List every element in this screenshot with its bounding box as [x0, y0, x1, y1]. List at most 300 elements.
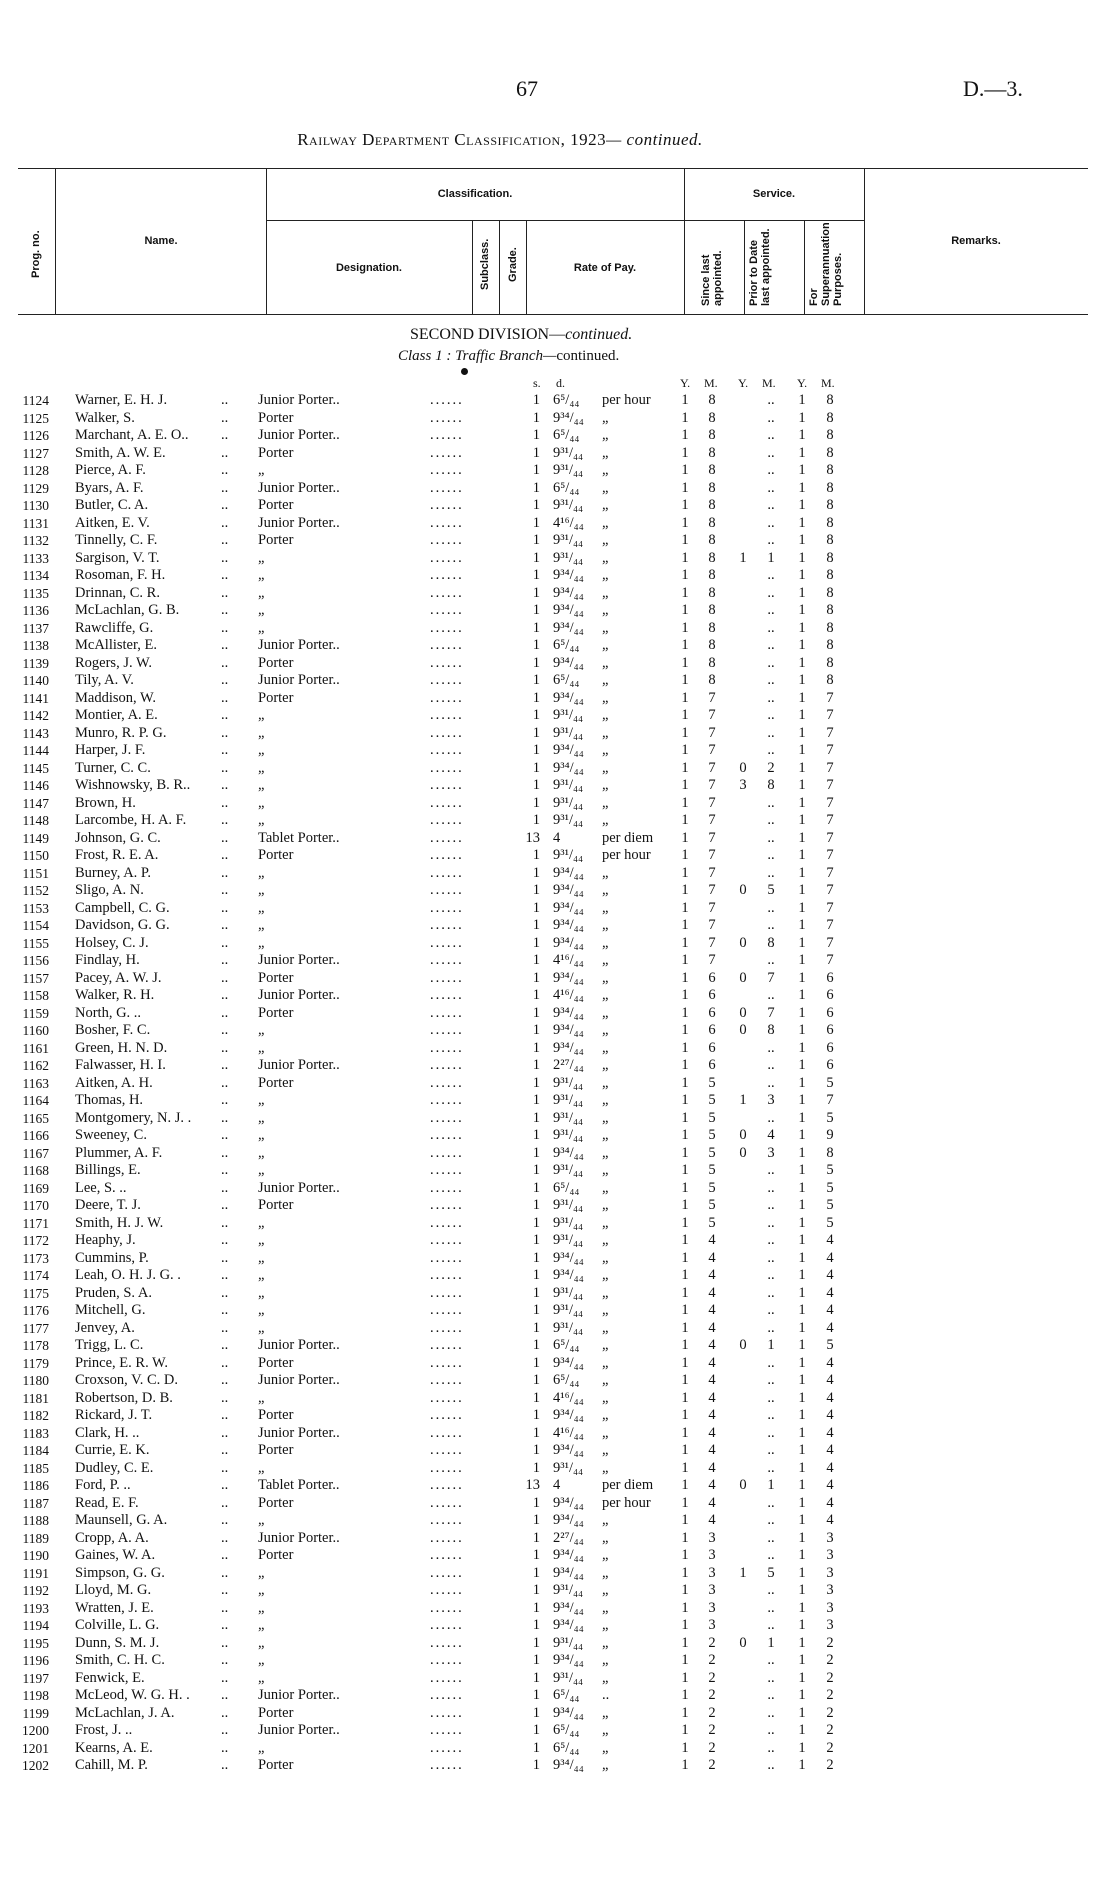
grade: 1: [532, 1319, 540, 1336]
superannuation-months: 4: [826, 1494, 834, 1511]
superannuation-months: 7: [826, 707, 834, 723]
employee-name: Wratten, J. E.: [75, 1599, 154, 1616]
designation: „: [258, 794, 265, 811]
pay-unit: „: [602, 1127, 609, 1143]
superannuation-years: 1: [798, 567, 806, 583]
superannuation-months: 4: [826, 1232, 834, 1248]
table-row: [0, 917, 1114, 935]
table-row: [0, 1495, 1114, 1513]
subclass-dots: ......: [430, 847, 464, 863]
since-last-years: 1: [681, 1669, 689, 1686]
table-row: [0, 812, 1114, 830]
leader-dots: ..: [221, 1354, 229, 1371]
pay-unit: „: [602, 1004, 609, 1021]
rate-of-pay: 9³¹/₄₄: [553, 1302, 584, 1318]
prior-months: ..: [767, 462, 775, 478]
leader-dots: ..: [221, 1179, 229, 1196]
pay-unit: „: [602, 1564, 609, 1581]
rate-of-pay: 9³⁴/₄₄: [553, 654, 584, 671]
employee-name: Montgomery, N. J. .: [75, 1109, 192, 1126]
leader-dots: ..: [221, 812, 229, 828]
since-last-months: 5: [708, 1109, 716, 1126]
table-row: [0, 480, 1114, 498]
since-last-months: 6: [708, 1022, 716, 1038]
prog-no: 1124: [22, 393, 49, 408]
prog-no: 1128: [22, 463, 49, 478]
table-row: [0, 497, 1114, 515]
since-last-years: 1: [681, 987, 689, 1003]
designation: „: [258, 1039, 265, 1056]
since-last-months: 3: [708, 1564, 716, 1581]
leader-dots: ..: [221, 1564, 229, 1581]
table-row: [0, 1565, 1114, 1583]
superannuation-years: 1: [798, 497, 806, 513]
rate-of-pay: 9³¹/₄₄: [553, 1127, 584, 1143]
rate-of-pay: 9³⁴/₄₄: [553, 1004, 584, 1021]
pay-unit: per hour: [602, 1494, 651, 1511]
employee-name: Bosher, F. C.: [75, 1022, 151, 1038]
prior-months: ..: [767, 427, 775, 443]
grade: 1: [532, 847, 540, 863]
designation: Junior Porter..: [258, 479, 340, 496]
since-last-years: 1: [681, 1757, 689, 1773]
superannuation-months: 7: [826, 899, 834, 916]
pay-unit: „: [602, 1319, 609, 1336]
superannuation-years: 1: [798, 882, 806, 898]
superannuation-months: 4: [826, 1512, 834, 1528]
division-heading: SECOND DIVISION—continued.: [410, 326, 633, 343]
since-last-years: 1: [681, 1704, 689, 1721]
since-last-months: 3: [708, 1529, 716, 1546]
table-row: [0, 1740, 1114, 1758]
rate-of-pay: 9³¹/₄₄: [553, 1459, 584, 1476]
since-last-years: 1: [681, 969, 689, 986]
subclass-dots: ......: [430, 1669, 464, 1686]
designation: Porter: [258, 1494, 294, 1511]
leader-dots: ..: [221, 1039, 229, 1056]
since-last-months: 2: [708, 1669, 716, 1686]
superannuation-years: 1: [798, 917, 806, 933]
employee-name: Fenwick, E.: [75, 1669, 145, 1686]
superannuation-years: 1: [798, 1197, 806, 1213]
prog-no: 1154: [22, 918, 49, 933]
pay-unit: „: [602, 724, 609, 741]
employee-name: Findlay, H.: [75, 952, 140, 968]
pay-unit: „: [602, 619, 609, 636]
employee-name: Marchant, A. E. O..: [75, 427, 189, 443]
subclass-dots: ......: [430, 567, 464, 583]
leader-dots: ..: [221, 654, 229, 671]
rate-of-pay: 9³¹/₄₄: [553, 1319, 584, 1336]
prior-years: 0: [739, 1004, 747, 1021]
employee-name: Frost, J. ..: [75, 1722, 133, 1738]
designation: Junior Porter..: [258, 1687, 340, 1703]
grade: 1: [532, 514, 540, 531]
pay-unit: ..: [602, 1687, 610, 1703]
prior-months: ..: [767, 724, 775, 741]
subclass-dots: ......: [430, 514, 464, 531]
prog-no: 1138: [22, 638, 49, 653]
pay-unit: „: [602, 1179, 609, 1196]
superannuation-months: 7: [826, 1092, 834, 1108]
superannuation-years: 1: [798, 847, 806, 863]
superannuation-months: 7: [826, 812, 834, 828]
rate-of-pay: 9³¹/₄₄: [553, 1634, 584, 1651]
rate-of-pay: 6⁵/₄₄: [553, 392, 580, 408]
prog-no: 1183: [22, 1425, 49, 1441]
superannuation-years: 1: [798, 1179, 806, 1196]
prior-months: ..: [767, 497, 775, 513]
superannuation-months: 8: [826, 409, 834, 426]
table-row: [0, 987, 1114, 1005]
superannuation-months: 8: [826, 654, 834, 671]
grade: 1: [532, 1267, 540, 1283]
table-row: [0, 1670, 1114, 1688]
table-row: [0, 1722, 1114, 1740]
superannuation-years: 1: [798, 1302, 806, 1318]
subclass-dots: ......: [430, 1722, 464, 1738]
leader-dots: ..: [221, 602, 229, 618]
superannuation-months: 2: [826, 1739, 834, 1756]
since-last-months: 4: [708, 1249, 716, 1266]
rate-of-pay: 9³⁴/₄₄: [553, 1652, 584, 1668]
since-last-months: 7: [708, 759, 716, 776]
grade: 1: [532, 812, 540, 828]
grade: 1: [532, 1599, 540, 1616]
rate-of-pay: 9³⁴/₄₄: [553, 1249, 584, 1266]
grade: 1: [532, 1617, 540, 1633]
since-last-months: 4: [708, 1442, 716, 1458]
prior-months: ..: [767, 1319, 775, 1336]
subclass-dots: ......: [430, 549, 464, 566]
superannuation-months: 2: [826, 1652, 834, 1668]
prior-months: ..: [767, 987, 775, 1003]
grade: 1: [532, 1459, 540, 1476]
grade: 13: [525, 1477, 540, 1493]
grade: 1: [532, 1354, 540, 1371]
leader-dots: ..: [221, 1284, 229, 1301]
subclass-dots: ......: [430, 1197, 464, 1213]
leader-dots: ..: [221, 672, 229, 688]
pay-unit: „: [602, 532, 609, 548]
leader-dots: ..: [221, 742, 229, 758]
prog-no: 1131: [22, 515, 49, 531]
designation: Porter: [258, 532, 294, 548]
grade: 1: [532, 1127, 540, 1143]
superannuation-months: 8: [826, 619, 834, 636]
header-grade: Grade.: [507, 247, 519, 282]
prog-no: 1170: [22, 1198, 49, 1213]
employee-name: Sweeney, C.: [75, 1127, 147, 1143]
rate-of-pay: 9³¹/₄₄: [553, 794, 584, 811]
since-last-months: 5: [708, 1144, 716, 1161]
since-last-months: 2: [708, 1634, 716, 1651]
superannuation-months: 4: [826, 1354, 834, 1371]
superannuation-years: 1: [798, 1442, 806, 1458]
since-last-years: 1: [681, 777, 689, 793]
since-last-years: 1: [681, 1529, 689, 1546]
employee-name: Tinnelly, C. F.: [75, 532, 158, 548]
since-last-years: 1: [681, 1354, 689, 1371]
rate-of-pay: 9³⁴/₄₄: [553, 689, 584, 706]
subclass-dots: ......: [430, 1547, 464, 1563]
prog-no: 1166: [22, 1128, 49, 1143]
leader-dots: ..: [221, 987, 229, 1003]
rate-of-pay: 9³⁴/₄₄: [553, 1547, 584, 1563]
prog-no: 1133: [22, 550, 49, 566]
employee-name: Billings, E.: [75, 1162, 141, 1178]
rate-of-pay: 4¹⁶/₄₄: [553, 952, 584, 968]
superannuation-years: 1: [798, 1459, 806, 1476]
employee-name: Dunn, S. M. J.: [75, 1634, 160, 1651]
table-row: [0, 445, 1114, 463]
designation: Porter: [258, 409, 294, 426]
subclass-dots: ......: [430, 1319, 464, 1336]
table-row: [0, 672, 1114, 690]
subclass-dots: ......: [430, 1459, 464, 1476]
since-last-years: 1: [681, 462, 689, 478]
prog-no: 1157: [22, 970, 49, 986]
since-last-years: 1: [681, 497, 689, 513]
subclass-dots: ......: [430, 654, 464, 671]
superannuation-months: 5: [826, 1179, 834, 1196]
subclass-dots: ......: [430, 444, 464, 461]
prog-no: 1137: [22, 620, 49, 636]
superannuation-years: 1: [798, 1284, 806, 1301]
superannuation-years: 1: [798, 1599, 806, 1616]
superannuation-months: 2: [826, 1722, 834, 1738]
employee-name: Clark, H. ..: [75, 1424, 140, 1441]
prior-years: 0: [739, 882, 747, 898]
prior-months: ..: [767, 672, 775, 688]
designation: „: [258, 1127, 265, 1143]
prior-months: ..: [767, 1162, 775, 1178]
subclass-dots: ......: [430, 1162, 464, 1178]
since-last-years: 1: [681, 1634, 689, 1651]
superannuation-years: 1: [798, 1722, 806, 1738]
employee-name: Trigg, L. C.: [75, 1337, 144, 1353]
designation: „: [258, 899, 265, 916]
designation: „: [258, 1162, 265, 1178]
subclass-dots: ......: [430, 1617, 464, 1633]
prior-months: ..: [767, 917, 775, 933]
designation: Porter: [258, 1407, 294, 1423]
grade: 1: [532, 969, 540, 986]
pay-unit: „: [602, 1074, 609, 1091]
leader-dots: ..: [221, 1617, 229, 1633]
superannuation-months: 2: [826, 1704, 834, 1721]
prior-months: ..: [767, 602, 775, 618]
pay-unit: „: [602, 1092, 609, 1108]
leader-dots: ..: [221, 1477, 229, 1493]
employee-name: Tily, A. V.: [75, 672, 134, 688]
grade: 1: [532, 654, 540, 671]
grade: 1: [532, 1372, 540, 1388]
employee-name: Larcombe, H. A. F.: [75, 812, 187, 828]
superannuation-years: 1: [798, 1372, 806, 1388]
designation: Porter: [258, 497, 294, 513]
table-row: [0, 1635, 1114, 1653]
employee-name: Thomas, H.: [75, 1092, 144, 1108]
table-row: [0, 1215, 1114, 1233]
pay-unit: per diem: [602, 1477, 654, 1493]
since-last-years: 1: [681, 952, 689, 968]
pay-unit: „: [602, 549, 609, 566]
prior-years: 0: [739, 1022, 747, 1038]
superannuation-months: 8: [826, 497, 834, 513]
superannuation-months: 7: [826, 794, 834, 811]
designation: Porter: [258, 1757, 294, 1773]
prog-no: 1145: [22, 760, 49, 776]
pay-unit: „: [602, 1512, 609, 1528]
prior-months: ..: [767, 654, 775, 671]
leader-dots: ..: [221, 1547, 229, 1563]
employee-name: Maunsell, G. A.: [75, 1512, 168, 1528]
since-last-months: 5: [708, 1214, 716, 1231]
grade: 1: [532, 952, 540, 968]
rate-of-pay: 9³¹/₄₄: [553, 724, 584, 741]
pay-unit: „: [602, 1232, 609, 1248]
prior-years: 0: [739, 934, 747, 951]
employee-name: Green, H. N. D.: [75, 1039, 168, 1056]
subclass-dots: ......: [430, 1179, 464, 1196]
superannuation-months: 2: [826, 1634, 834, 1651]
table-row: [0, 865, 1114, 883]
subclass-dots: ......: [430, 1057, 464, 1073]
prior-months: ..: [767, 1704, 775, 1721]
since-last-months: 6: [708, 1057, 716, 1073]
since-last-years: 1: [681, 1057, 689, 1073]
rate-of-pay: 9³¹/₄₄: [553, 1669, 584, 1686]
prior-months: ..: [767, 812, 775, 828]
superannuation-months: 4: [826, 1407, 834, 1423]
grade: 1: [532, 1704, 540, 1721]
superannuation-years: 1: [798, 479, 806, 496]
rate-of-pay: 9³⁴/₄₄: [553, 882, 584, 898]
rate-of-pay: 6⁵/₄₄: [553, 637, 580, 653]
designation: Porter: [258, 1004, 294, 1021]
since-last-months: 8: [708, 602, 716, 618]
employee-name: McLachlan, G. B.: [75, 602, 180, 618]
superannuation-years: 1: [798, 444, 806, 461]
prog-no: 1127: [22, 445, 49, 461]
since-last-months: 4: [708, 1372, 716, 1388]
superannuation-months: 5: [826, 1074, 834, 1091]
table-row: [0, 1337, 1114, 1355]
since-last-years: 1: [681, 637, 689, 653]
pay-unit: „: [602, 1144, 609, 1161]
since-last-months: 7: [708, 724, 716, 741]
subclass-dots: ......: [430, 1284, 464, 1301]
grade: 1: [532, 899, 540, 916]
employee-name: Burney, A. P.: [75, 864, 151, 881]
subclass-dots: ......: [430, 1582, 464, 1598]
leader-dots: ..: [221, 1074, 229, 1091]
designation: „: [258, 1617, 265, 1633]
prior-months: ..: [767, 1687, 775, 1703]
subclass-dots: ......: [430, 1302, 464, 1318]
pay-unit: „: [602, 1354, 609, 1371]
table-row: [0, 690, 1114, 708]
subclass-dots: ......: [430, 532, 464, 548]
prior-months: ..: [767, 392, 775, 408]
superannuation-months: 8: [826, 444, 834, 461]
subclass-dots: ......: [430, 707, 464, 723]
prog-no: 1153: [22, 900, 49, 916]
table-row: [0, 1530, 1114, 1548]
prog-no: 1168: [22, 1163, 49, 1178]
col-divider: [499, 220, 500, 314]
designation: „: [258, 602, 265, 618]
table-row: [0, 1232, 1114, 1250]
since-last-years: 1: [681, 532, 689, 548]
since-last-months: 4: [708, 1232, 716, 1248]
prior-months: ..: [767, 1459, 775, 1476]
table-row: [0, 1075, 1114, 1093]
employee-name: Walker, R. H.: [75, 987, 155, 1003]
superannuation-years: 1: [798, 1232, 806, 1248]
pay-unit: „: [602, 917, 609, 933]
header-prior-to-date: Prior to Date last appointed.: [748, 228, 772, 306]
rate-of-pay: 4: [553, 1477, 561, 1493]
superannuation-years: 1: [798, 1424, 806, 1441]
since-last-years: 1: [681, 1144, 689, 1161]
superannuation-months: 3: [826, 1529, 834, 1546]
designation: „: [258, 1214, 265, 1231]
pay-unit: „: [602, 707, 609, 723]
grade: 1: [532, 409, 540, 426]
superannuation-months: 6: [826, 1004, 834, 1021]
table-row: [0, 1512, 1114, 1530]
superannuation-years: 1: [798, 794, 806, 811]
since-last-months: 5: [708, 1179, 716, 1196]
designation: Junior Porter..: [258, 1722, 340, 1738]
since-last-months: 5: [708, 1162, 716, 1178]
leader-dots: ..: [221, 1267, 229, 1283]
rate-of-pay: 9³¹/₄₄: [553, 1232, 584, 1248]
since-last-years: 1: [681, 1459, 689, 1476]
subclass-dots: ......: [430, 1214, 464, 1231]
designation: „: [258, 1319, 265, 1336]
designation: „: [258, 864, 265, 881]
designation: Junior Porter..: [258, 392, 340, 408]
designation: Junior Porter..: [258, 1179, 340, 1196]
superannuation-years: 1: [798, 1407, 806, 1423]
subclass-dots: ......: [430, 1232, 464, 1248]
superannuation-months: 4: [826, 1459, 834, 1476]
prog-no: 1139: [22, 655, 49, 671]
since-last-months: 3: [708, 1617, 716, 1633]
prior-months: ..: [767, 1372, 775, 1388]
since-last-months: 7: [708, 707, 716, 723]
subclass-dots: ......: [430, 899, 464, 916]
rate-of-pay: 9³⁴/₄₄: [553, 1022, 584, 1038]
rate-of-pay: 9³⁴/₄₄: [553, 759, 584, 776]
leader-dots: ..: [221, 1319, 229, 1336]
table-row: [0, 1355, 1114, 1373]
pay-unit: „: [602, 1214, 609, 1231]
rate-of-pay: 9³⁴/₄₄: [553, 969, 584, 986]
superannuation-years: 1: [798, 987, 806, 1003]
leader-dots: ..: [221, 1652, 229, 1668]
superannuation-years: 1: [798, 1512, 806, 1528]
designation: „: [258, 584, 265, 601]
leader-dots: ..: [221, 409, 229, 426]
superannuation-months: 4: [826, 1284, 834, 1301]
employee-name: Pierce, A. F.: [75, 462, 146, 478]
employee-name: Deere, T. J.: [75, 1197, 141, 1213]
rate-of-pay: 9³¹/₄₄: [553, 1092, 584, 1108]
